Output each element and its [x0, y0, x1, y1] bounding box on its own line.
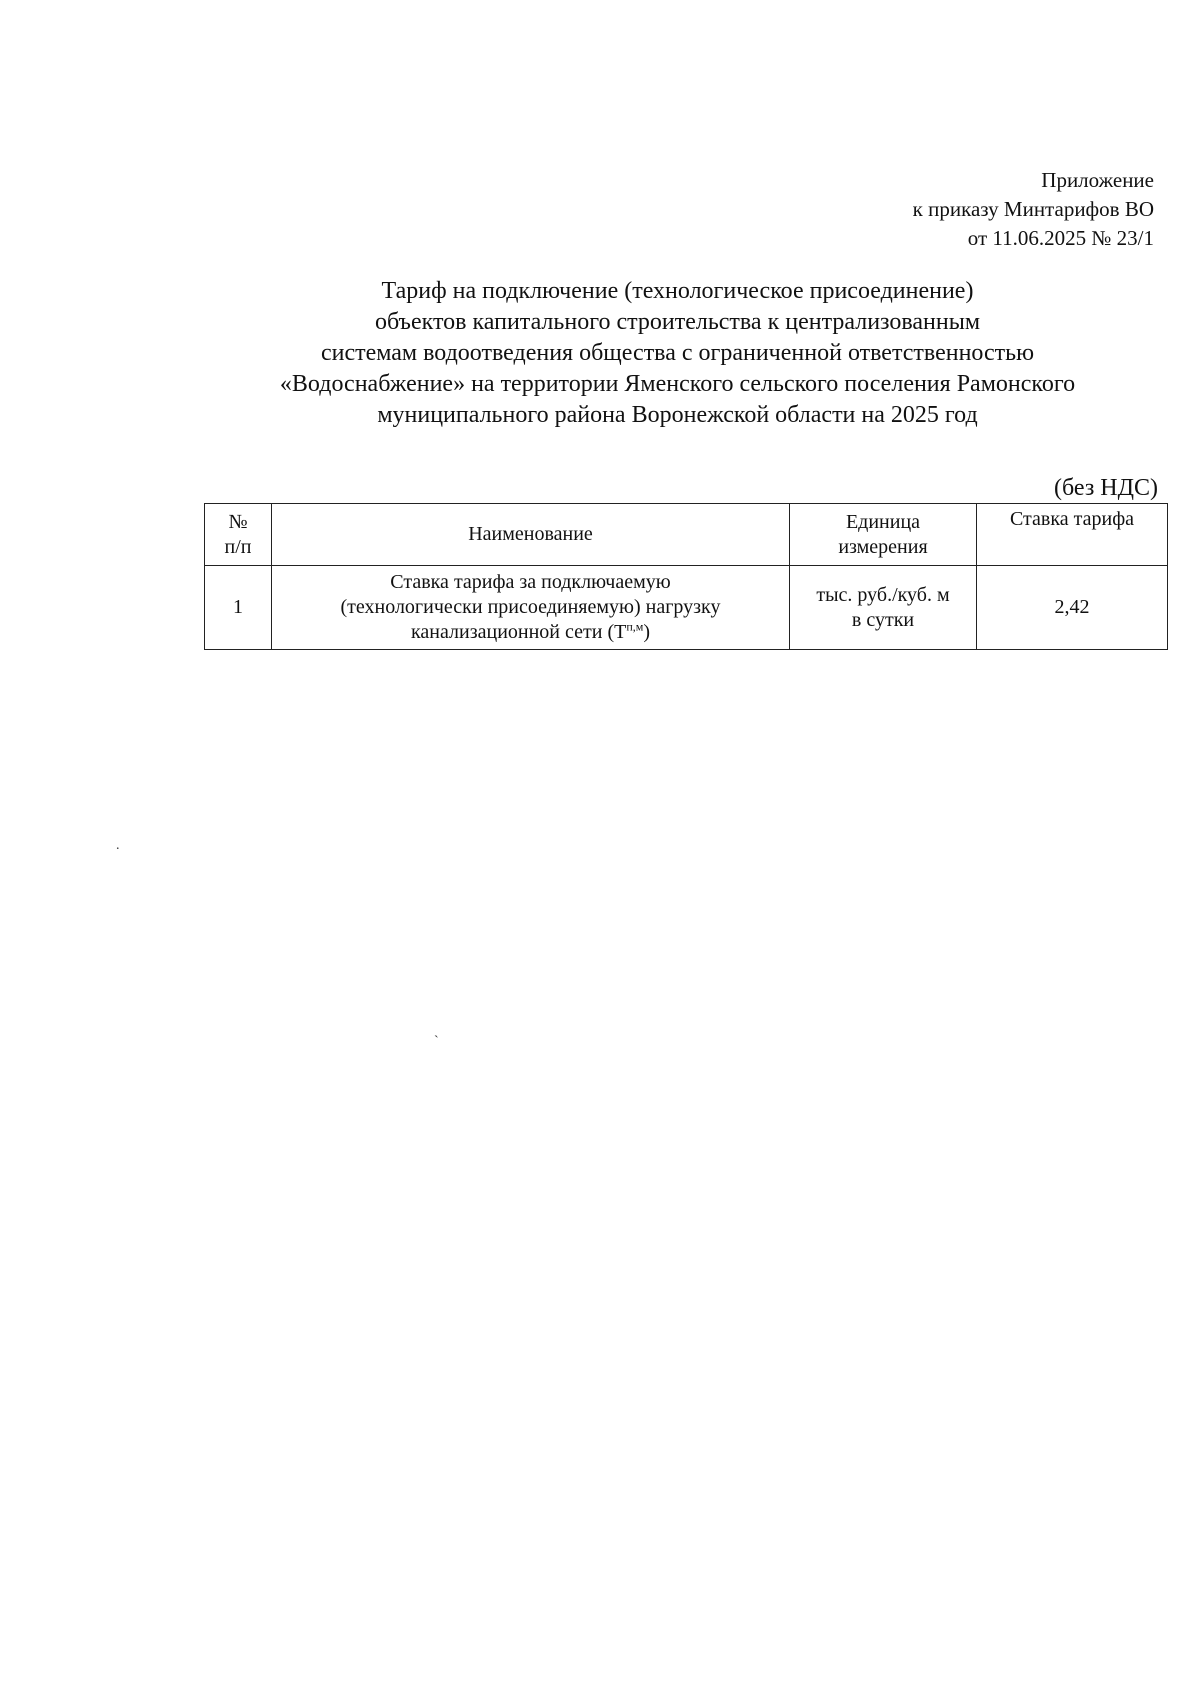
header-number: [205, 504, 272, 566]
row-name-line-3: [276, 620, 785, 645]
row-unit-line-2: в сутки: [851, 608, 915, 631]
row-name-close: ): [643, 621, 651, 643]
row-rate: 2,42: [977, 566, 1168, 650]
row-number: 1: [205, 566, 272, 650]
tariff-table: [204, 503, 1168, 650]
scan-tick-mark: `: [434, 1034, 439, 1049]
title-line-5: муниципального района Воронежской области на 2025 год: [377, 402, 978, 428]
row-name-line-1: Ставка тарифа за подключаемую: [390, 571, 671, 593]
header-unit: [790, 504, 977, 566]
row-name-line-2: (технологически присоединяемую) нагрузку: [340, 596, 721, 618]
header-number-symbol: №: [228, 510, 248, 533]
table-header-row: [205, 504, 1168, 566]
vat-note: (без НДС): [1053, 475, 1158, 501]
document-title: [180, 276, 1175, 431]
title-line-4: «Водоснабжение» на территории Яменского сельского поселения Рамонского: [279, 371, 1076, 397]
title-line-2: объектов капитального строительства к централизованным: [374, 309, 981, 335]
appendix-order-ref: к приказу Минтарифов ВО: [912, 197, 1154, 221]
row-name-text: канализационной сети (Т: [410, 621, 627, 643]
header-unit-line-1: Единица: [845, 510, 921, 533]
row-name: [272, 566, 790, 650]
title-line-3: системам водоотведения общества с ограниченной ответственностью: [320, 340, 1035, 366]
header-name: Наименование: [272, 504, 790, 566]
appendix-reference: [913, 166, 1154, 253]
table-row: [205, 566, 1168, 650]
header-unit-line-2: измерения: [838, 535, 928, 558]
appendix-order-date: от 11.06.2025 № 23/1: [967, 226, 1154, 250]
appendix-label: Приложение: [1041, 168, 1154, 192]
scan-dot-mark: .: [116, 838, 120, 853]
row-name-superscript: п,м: [626, 619, 644, 634]
title-line-1: Тариф на подключение (технологическое присоединение): [381, 278, 974, 304]
row-unit-line-1: тыс. руб./куб. м: [816, 583, 950, 606]
header-number-abbr: п/п: [224, 535, 252, 558]
header-rate: Ставка тарифа: [977, 504, 1168, 566]
row-unit: [790, 566, 977, 650]
